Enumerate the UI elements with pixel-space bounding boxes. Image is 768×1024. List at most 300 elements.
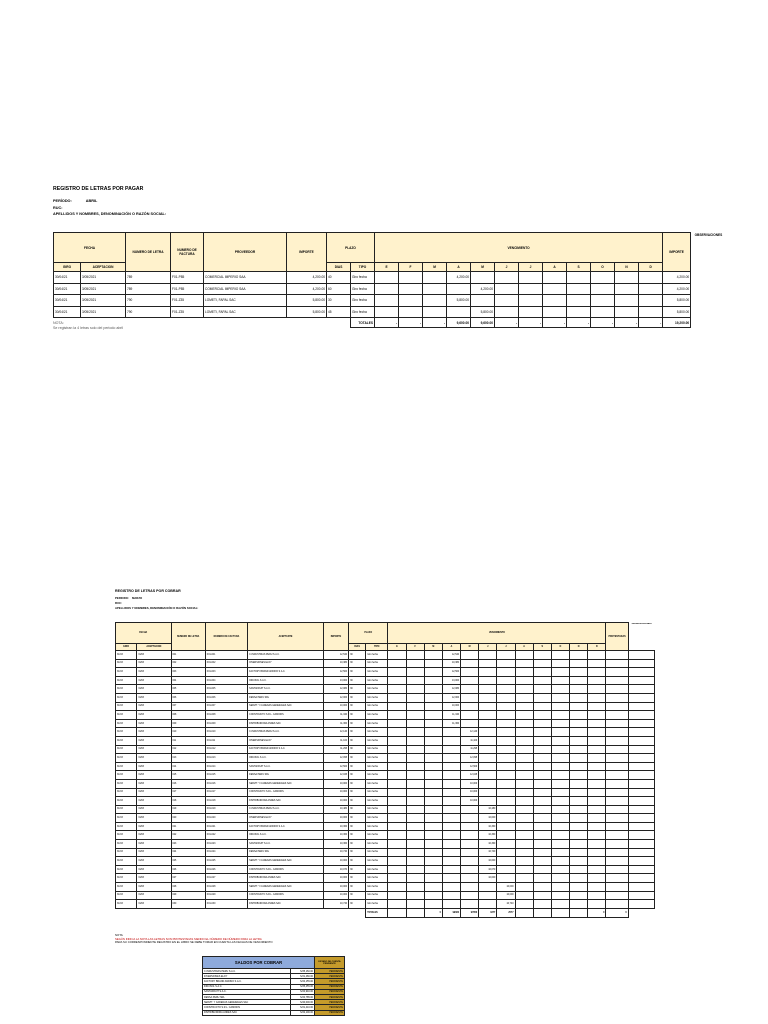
cell-month <box>423 295 447 307</box>
table-row <box>116 651 655 660</box>
cell-tipo: Giro fecha <box>366 779 388 788</box>
cell-month <box>551 814 569 823</box>
doc1-note <box>53 321 123 331</box>
totals-label: TOTALES <box>351 318 375 328</box>
cell-numero-letra: 005 <box>171 685 205 694</box>
cell-month <box>588 891 606 900</box>
cell-month <box>533 728 551 737</box>
hdr-month: A <box>447 263 471 272</box>
cell-month <box>424 745 442 754</box>
doc2-periodo-label: PERIODO: <box>115 596 129 600</box>
cell-tipo: Giro fecha <box>366 745 388 754</box>
cell-month <box>424 668 442 677</box>
cell-month <box>424 797 442 806</box>
cell-observaciones <box>628 685 654 694</box>
cell-numero-letra: 789 <box>126 283 171 295</box>
cell-month <box>551 831 569 840</box>
cell-month <box>533 736 551 745</box>
cell-month <box>533 805 551 814</box>
cell-month <box>461 805 479 814</box>
cell-month <box>388 891 406 900</box>
cell-protestadas <box>606 676 628 685</box>
cell-month <box>388 762 406 771</box>
cell-month <box>551 865 569 874</box>
cell-month <box>424 805 442 814</box>
cell-month <box>424 900 442 909</box>
cell-importe: 10,360 <box>323 840 348 849</box>
cell-month <box>519 272 543 284</box>
cell-tipo: Giro fecha <box>366 762 388 771</box>
cell-month: 10,740 <box>479 848 497 857</box>
cell-month <box>424 814 442 823</box>
cell-dias: 30 <box>349 865 366 874</box>
hdr-tipo: TIPO <box>351 263 375 272</box>
cell-month <box>388 719 406 728</box>
saldos-name: INVERSIONES ELOY <box>203 974 291 979</box>
cell-month <box>497 668 515 677</box>
cell-tipo: Giro fecha <box>366 900 388 909</box>
cell-month <box>569 719 587 728</box>
cell-numero-letra: 030 <box>171 900 205 909</box>
cell-month <box>639 295 663 307</box>
cell-numero-factura: F01-020 <box>205 814 247 823</box>
cell-month <box>551 797 569 806</box>
cell-aceptacion: 31/03 <box>137 711 171 720</box>
cell-month <box>569 676 587 685</box>
cell-month <box>551 779 569 788</box>
cell-month <box>424 883 442 892</box>
cell-observaciones <box>628 805 654 814</box>
cell-observaciones <box>628 719 654 728</box>
cell-protestadas <box>606 745 628 754</box>
cell-month <box>533 814 551 823</box>
cell-giro: 31/03 <box>116 883 137 892</box>
cell-month <box>591 306 615 318</box>
cell-numero-factura: F01-018 <box>205 797 247 806</box>
total-month: - <box>567 318 591 328</box>
cell-month <box>497 822 515 831</box>
cell-aceptante: DENSA PERU SRL <box>248 771 324 780</box>
total-month <box>515 908 533 917</box>
cell-month <box>375 306 399 318</box>
cell-month <box>569 728 587 737</box>
cell-month <box>533 702 551 711</box>
cell-month <box>533 771 551 780</box>
cell-tipo: Giro fecha <box>366 702 388 711</box>
cell-month <box>515 857 533 866</box>
cell-aceptante: CONSTRUCTO S.R.L. CAMINOS <box>248 891 324 900</box>
cell-month: 12,045 <box>461 771 479 780</box>
cell-observaciones <box>628 814 654 823</box>
cell-month <box>551 719 569 728</box>
hdr-dias: DIAS <box>327 263 351 272</box>
total-month: - <box>639 318 663 328</box>
cell-dias: 30 <box>349 857 366 866</box>
cell-month <box>497 728 515 737</box>
cell-protestadas <box>606 865 628 874</box>
doc1-ruc-label: RUC: <box>53 205 63 210</box>
cell-month <box>588 883 606 892</box>
cell-month <box>497 659 515 668</box>
hdr-observaciones: OBSERVACIONES <box>628 623 654 651</box>
cell-month <box>515 651 533 660</box>
cell-month <box>388 651 406 660</box>
cell-month <box>569 659 587 668</box>
cell-proveedor: LOMETI, FAPAL SAC <box>204 295 287 307</box>
cell-month <box>533 711 551 720</box>
cell-importe: 10,000 <box>323 797 348 806</box>
total-month <box>406 908 424 917</box>
cell-dias: 30 <box>349 814 366 823</box>
cell-month <box>639 272 663 284</box>
cell-month <box>424 728 442 737</box>
cell-aceptacion: 31/03 <box>137 874 171 883</box>
cell-dias: 30 <box>349 676 366 685</box>
cell-numero-letra: 028 <box>171 883 205 892</box>
cell-month <box>533 762 551 771</box>
doc2-note-red: SEGÚN INDICA LA NOTA LAS LETRAS SON PROTESTADAS SIENDO EL NÚMERO DE NÚMERO PARA LA LETRA <box>115 936 262 941</box>
cell-month <box>479 754 497 763</box>
cell-month <box>533 840 551 849</box>
cell-month <box>461 848 479 857</box>
cell-aceptacion: 31/03 <box>137 754 171 763</box>
total-month: - <box>591 318 615 328</box>
cell-aceptacion: 31/03 <box>137 762 171 771</box>
cell-month <box>424 822 442 831</box>
cell-month <box>588 857 606 866</box>
hdr-month: D <box>639 263 663 272</box>
cell-month <box>567 283 591 295</box>
saldos-amount: S/40,000.00 <box>291 1000 315 1005</box>
cell-observaciones <box>628 840 654 849</box>
cell-month <box>588 831 606 840</box>
table-row <box>116 805 655 814</box>
doc2-note <box>115 934 273 945</box>
total-month <box>533 908 551 917</box>
cell-numero-letra: 008 <box>171 711 205 720</box>
cell-dias: 30 <box>349 900 366 909</box>
cell-observaciones <box>628 797 654 806</box>
cell-month <box>447 306 471 318</box>
cell-aceptacion: 31/03 <box>137 702 171 711</box>
cell-aceptacion: 31/03 <box>137 865 171 874</box>
cell-aceptacion: 31/03 <box>137 693 171 702</box>
cell-month <box>551 702 569 711</box>
cell-month <box>588 805 606 814</box>
cell-month <box>406 711 424 720</box>
cell-protestadas <box>606 651 628 660</box>
cell-numero-factura: F01-011 <box>205 736 247 745</box>
cell-month <box>497 754 515 763</box>
cell-aceptante: INDUSOL S.A.C. <box>248 754 324 763</box>
cell-month <box>406 865 424 874</box>
cell-month <box>569 891 587 900</box>
cell-month <box>588 702 606 711</box>
cell-month <box>495 306 519 318</box>
cell-protestadas <box>606 831 628 840</box>
cell-aceptacion: 31/03 <box>137 651 171 660</box>
saldos-title: SALDOS POR COBRAR <box>203 957 315 969</box>
cell-month <box>497 779 515 788</box>
cell-month <box>533 754 551 763</box>
cell-tipo: Giro fecha <box>366 651 388 660</box>
cell-month <box>479 883 497 892</box>
hdr-plazo: PLAZO <box>349 623 388 644</box>
cell-aceptante: FACTORY BRAND ANDINO S.A.C. <box>248 668 324 677</box>
cell-observaciones <box>628 891 654 900</box>
cell-month <box>461 702 479 711</box>
cell-month <box>461 831 479 840</box>
cell-giro: 31/03 <box>116 711 137 720</box>
cell-month <box>424 719 442 728</box>
cell-aceptacion: 31/03 <box>137 857 171 866</box>
cell-protestadas <box>606 822 628 831</box>
cell-month: 11,360 <box>442 719 460 728</box>
cell-aceptacion: 3/05/2021 <box>81 306 126 318</box>
cell-month <box>388 771 406 780</box>
hdr-month: D <box>588 644 606 651</box>
total-month: - <box>543 318 567 328</box>
cell-month <box>479 797 497 806</box>
cell-month <box>615 272 639 284</box>
cell-protestadas <box>606 857 628 866</box>
cell-blank <box>349 908 366 917</box>
cell-numero-factura: F01-004 <box>205 676 247 685</box>
cell-month <box>497 771 515 780</box>
cell-month <box>388 745 406 754</box>
cell-numero-letra: 019 <box>171 805 205 814</box>
cell-month <box>569 702 587 711</box>
cell-month <box>615 306 639 318</box>
cell-aceptante: SERVIT. Y CADENAS GENERALES SAC <box>248 883 324 892</box>
cell-month <box>551 659 569 668</box>
table-row <box>116 668 655 677</box>
doc1-note-text: Se registran la 4 letras solo del periodo abril <box>53 326 124 330</box>
cell-month <box>388 693 406 702</box>
saldos-name: CONSTRUCTO S.R.L. CAMINOS <box>203 1005 291 1010</box>
hdr-month: J <box>495 263 519 272</box>
cell-month <box>543 306 567 318</box>
cell-month: 4,200.00 <box>447 272 471 284</box>
cell-numero-letra: 001 <box>171 651 205 660</box>
cell-month <box>569 814 587 823</box>
cell-month <box>447 283 471 295</box>
cell-giro: 31/03 <box>116 702 137 711</box>
cell-month <box>551 771 569 780</box>
cell-importe: 12,045 <box>323 771 348 780</box>
cell-month <box>461 883 479 892</box>
cell-month <box>551 711 569 720</box>
saldos-amount: S/34,785.00 <box>291 994 315 999</box>
hdr-fecha: FECHA <box>54 233 126 263</box>
saldos-status: PENDIENTE <box>315 979 345 984</box>
cell-month: 4,200.00 <box>471 283 495 295</box>
cell-month <box>497 676 515 685</box>
saldos-name: DENSA PERU SRL <box>203 994 291 999</box>
cell-tipo: Giro fecha <box>351 283 375 295</box>
cell-giro: 31/03 <box>116 668 137 677</box>
cell-month <box>406 719 424 728</box>
cell-month <box>461 668 479 677</box>
cell-month <box>406 788 424 797</box>
cell-month: 10,000 <box>479 874 497 883</box>
cell-numero-factura: F01-002 <box>205 659 247 668</box>
cell-month <box>569 736 587 745</box>
cell-month <box>533 676 551 685</box>
cell-aceptacion: 31/03 <box>137 814 171 823</box>
cell-observaciones <box>628 900 654 909</box>
cell-month <box>388 754 406 763</box>
cell-importe2: 5,800.00 <box>663 306 691 318</box>
cell-month <box>461 685 479 694</box>
cell-month <box>588 711 606 720</box>
total-month <box>388 908 406 917</box>
total-month: 97850 <box>461 908 479 917</box>
cell-protestadas <box>606 762 628 771</box>
cell-numero-letra: 021 <box>171 822 205 831</box>
saldos-status: PENDIENTE <box>315 974 345 979</box>
cell-numero-letra: 002 <box>171 659 205 668</box>
cell-tipo: Giro fecha <box>366 848 388 857</box>
cell-month <box>569 788 587 797</box>
cell-month <box>406 728 424 737</box>
cell-month <box>588 762 606 771</box>
cell-protestadas <box>606 779 628 788</box>
cell-protestadas <box>606 805 628 814</box>
cell-month <box>406 900 424 909</box>
cell-month <box>461 874 479 883</box>
cell-month <box>471 295 495 307</box>
cell-month <box>442 797 460 806</box>
cell-importe: 12,500 <box>323 762 348 771</box>
cell-protestadas <box>606 728 628 737</box>
cell-month <box>569 685 587 694</box>
cell-blank <box>205 908 247 917</box>
cell-importe: 4,200.00 <box>287 272 327 284</box>
cell-aceptante: DENSA PERU SRL <box>248 693 324 702</box>
cell-month <box>533 857 551 866</box>
cell-month: 11,100 <box>461 736 479 745</box>
cell-importe: 10,000 <box>323 857 348 866</box>
table-row <box>116 745 655 754</box>
doc2-periodo-value: MARZO <box>131 596 143 600</box>
cell-importe: 11,360 <box>323 719 348 728</box>
cell-month <box>515 822 533 831</box>
saldos-amount: S/34,155.00 <box>291 979 315 984</box>
cell-month <box>533 745 551 754</box>
cell-month <box>399 272 423 284</box>
cell-aceptacion: 31/03 <box>137 822 171 831</box>
doc1-note-label: NOTA: <box>53 321 64 325</box>
cell-month <box>479 693 497 702</box>
header-row <box>116 623 655 644</box>
cell-aceptacion: 31/03 <box>137 659 171 668</box>
cell-month <box>543 272 567 284</box>
cell-protestadas <box>606 874 628 883</box>
cell-giro: 31/03 <box>116 745 137 754</box>
table-row <box>116 831 655 840</box>
cell-month <box>406 805 424 814</box>
cell-dias: 30 <box>349 693 366 702</box>
cell-numero-letra: 018 <box>171 797 205 806</box>
cell-month <box>551 805 569 814</box>
cell-tipo: Giro fecha <box>366 840 388 849</box>
cell-dias: 30 <box>349 891 366 900</box>
cell-month <box>588 736 606 745</box>
cell-month <box>515 840 533 849</box>
cell-month <box>515 788 533 797</box>
table-row <box>54 306 726 318</box>
cell-month <box>479 900 497 909</box>
cell-month <box>533 883 551 892</box>
cell-month <box>591 295 615 307</box>
table-row <box>116 659 655 668</box>
total-month: 2577 <box>497 908 515 917</box>
cell-dias: 30 <box>349 797 366 806</box>
cell-month <box>399 295 423 307</box>
saldos-amount: S/35,455.00 <box>291 984 315 989</box>
cell-aceptante: CONSTRUCTO S.R.L. CAMINOS <box>248 788 324 797</box>
cell-month <box>424 848 442 857</box>
cell-month <box>424 840 442 849</box>
doc1-razon-label: APELLIDOS Y NOMBRES, DENOMINACIÓN O RAZÓN SOCIAL: <box>53 212 167 217</box>
cell-numero-factura: F01-016 <box>205 779 247 788</box>
cell-giro: 31/03 <box>116 693 137 702</box>
hdr-month: J <box>519 263 543 272</box>
cell-month <box>515 668 533 677</box>
cell-month <box>533 822 551 831</box>
cell-blank <box>171 908 205 917</box>
hdr-aceptacion: ACEPTACION <box>81 263 126 272</box>
cell-month <box>442 848 460 857</box>
total-month: - <box>495 318 519 328</box>
cell-protestadas <box>606 702 628 711</box>
cell-month <box>442 874 460 883</box>
cell-month <box>461 865 479 874</box>
table-row <box>116 848 655 857</box>
cell-month <box>406 891 424 900</box>
cell-month <box>515 831 533 840</box>
cell-month <box>461 711 479 720</box>
saldos-amount: S/32,100.00 <box>291 1010 315 1015</box>
cell-month <box>591 272 615 284</box>
cell-month <box>406 736 424 745</box>
cell-importe: 10,360 <box>323 831 348 840</box>
cell-month <box>569 797 587 806</box>
cell-giro: 31/03 <box>116 779 137 788</box>
hdr-vencimiento: VENCIMIENTO <box>388 623 606 644</box>
total-month: 99660 <box>442 908 460 917</box>
cell-numero-factura: F01-030 <box>205 900 247 909</box>
cell-month: 12,095 <box>461 754 479 763</box>
cell-month <box>406 822 424 831</box>
cell-month <box>424 865 442 874</box>
table-row <box>116 702 655 711</box>
cell-dias: 30 <box>349 840 366 849</box>
cell-month <box>442 788 460 797</box>
cell-dias: 30 <box>349 762 366 771</box>
cell-tipo: Giro fecha <box>366 693 388 702</box>
cell-numero-factura: F01-023 <box>205 840 247 849</box>
cell-importe: 11,100 <box>323 736 348 745</box>
table-row <box>116 840 655 849</box>
cell-month: 10,360 <box>479 840 497 849</box>
cell-observaciones <box>628 831 654 840</box>
cell-month <box>424 762 442 771</box>
cell-month <box>424 857 442 866</box>
cell-month <box>569 883 587 892</box>
cell-importe: 10,000 <box>323 814 348 823</box>
